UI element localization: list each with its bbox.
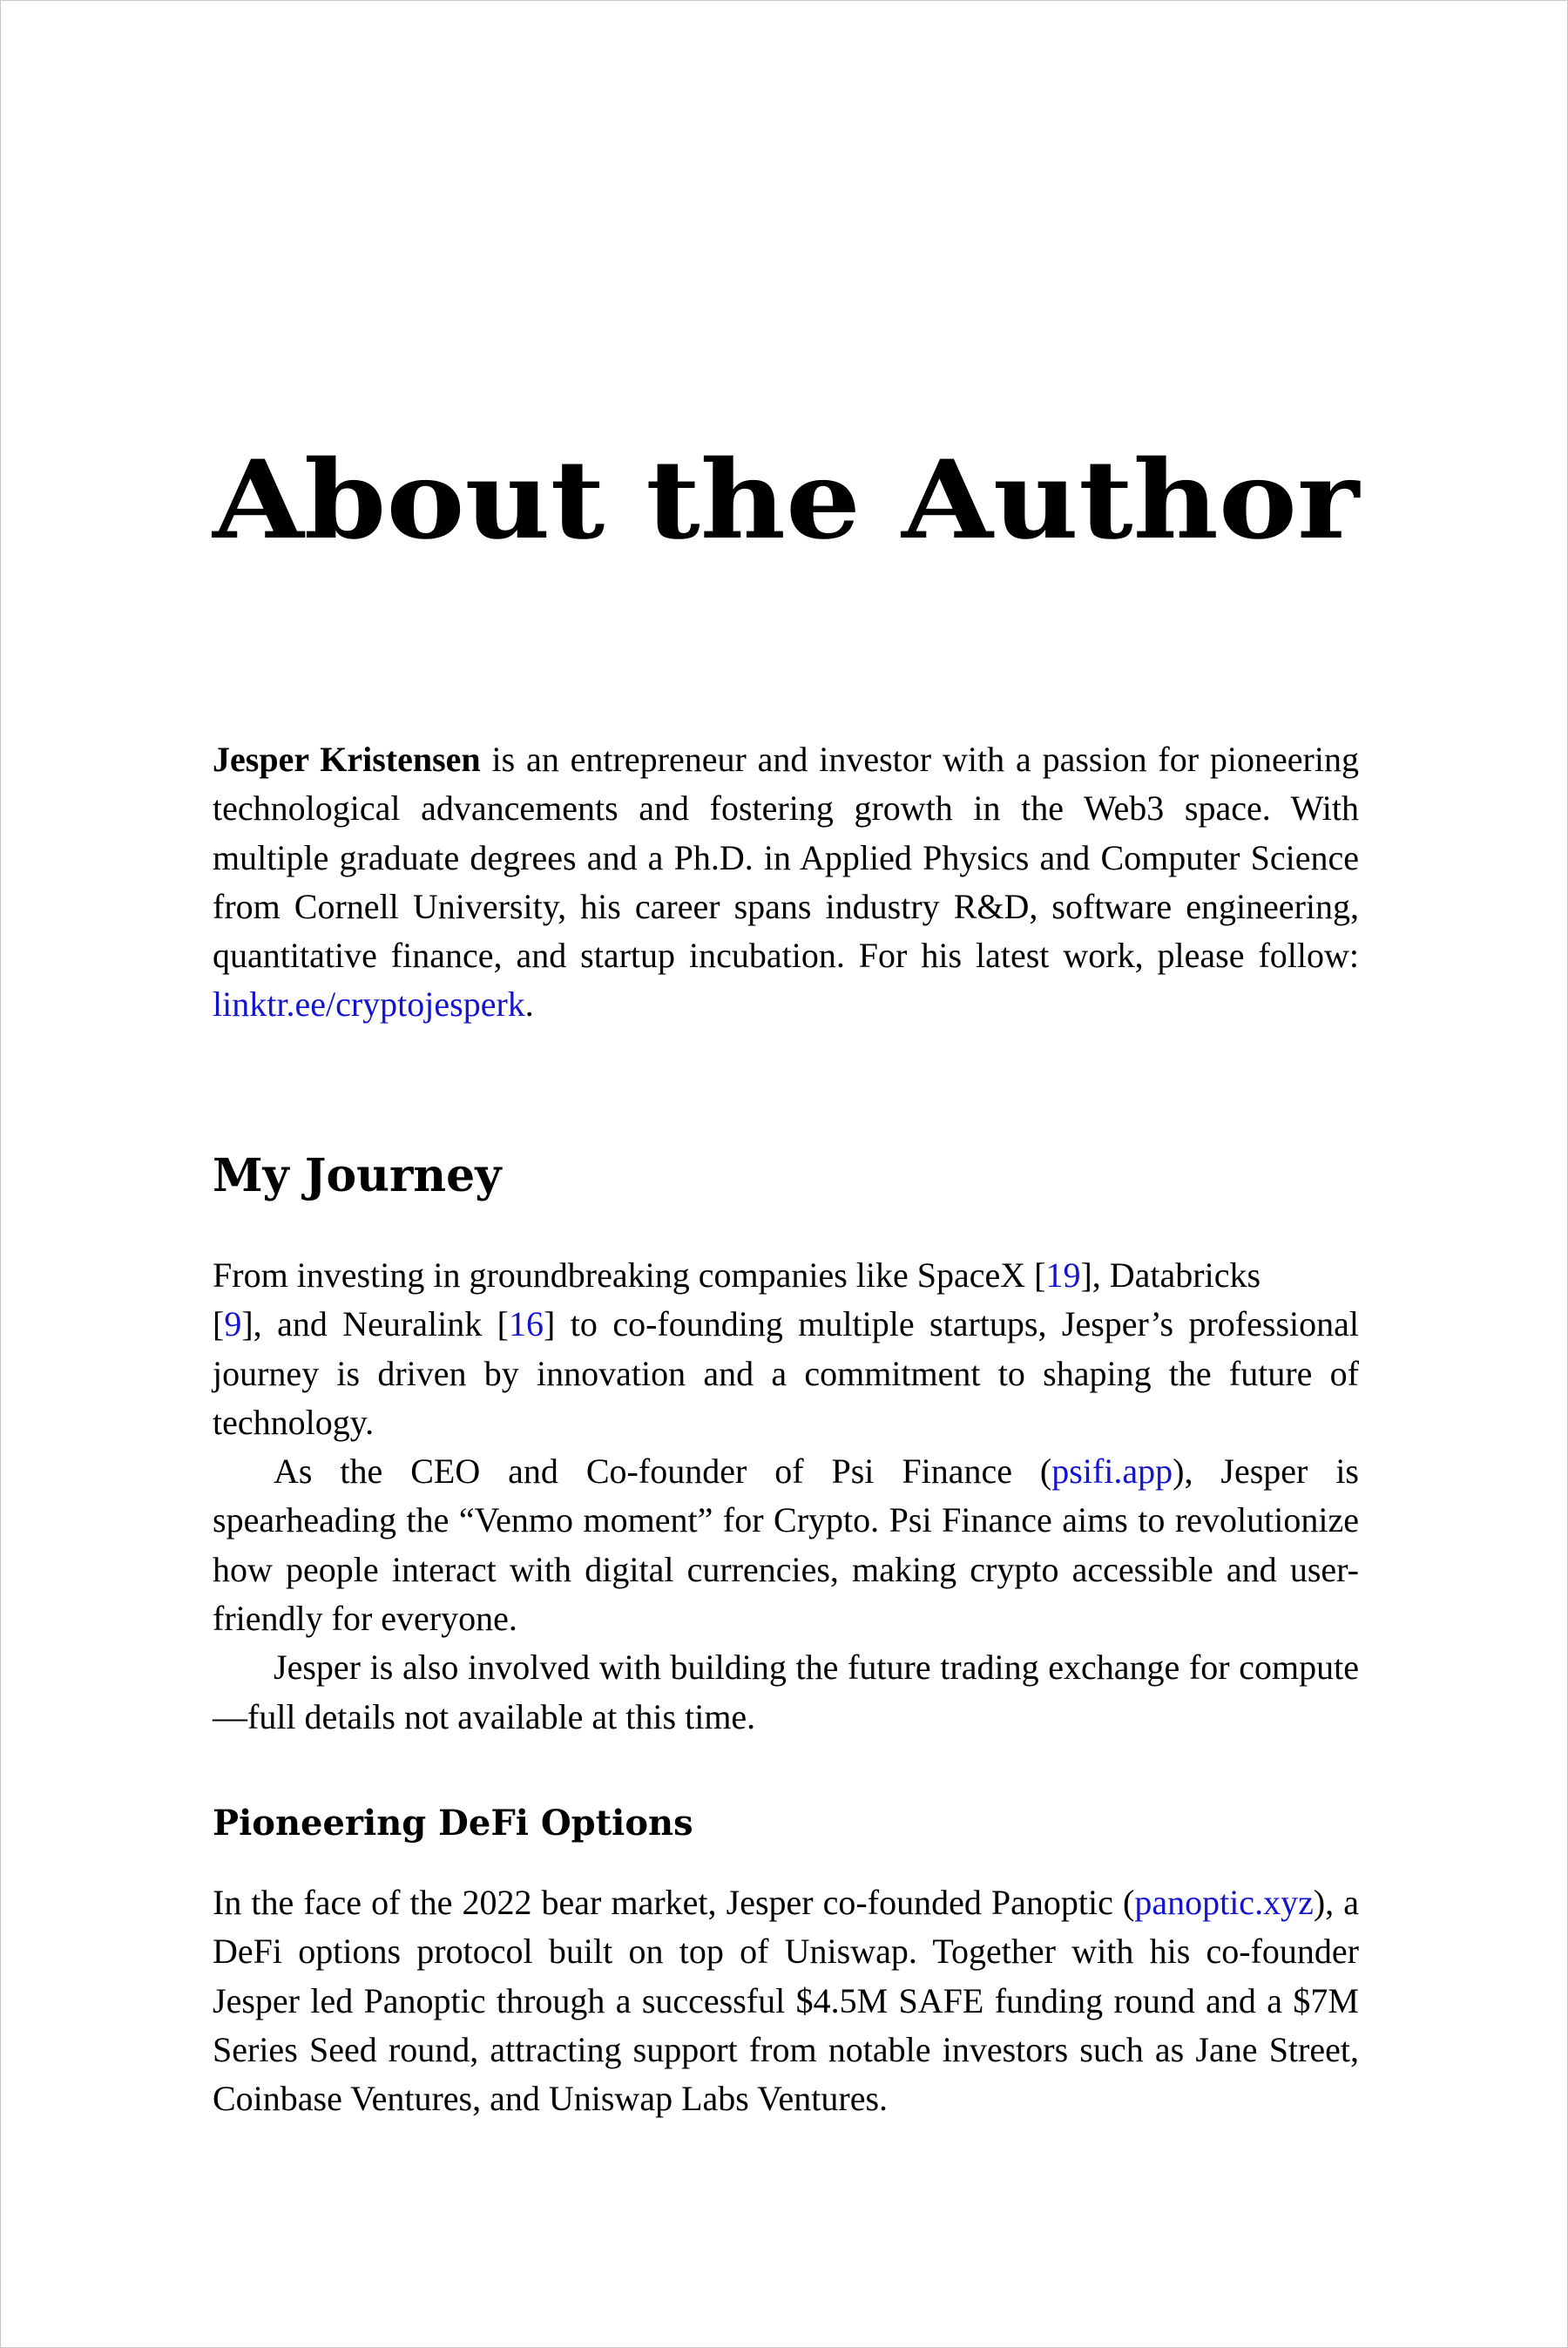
journey-line-1: [213, 1255, 1260, 1295]
defi-paragraph: [213, 1878, 1359, 2123]
panoptic-link[interactable]: panoptic.xyz: [1134, 1883, 1314, 1922]
journey-text-2a: As the CEO and Co-founder of Psi Finance (: [274, 1451, 1052, 1492]
bio-paragraph: [213, 735, 1359, 1030]
journey-section: [213, 1251, 1359, 1742]
page-title: About the Author: [213, 437, 1360, 564]
journey-paragraph-1: From investing in groundbreaking companies like SpaceX [19], Databricks [9], and Neuralink [16] to co-founding multiple startups, Jesper’s professional journey is driven by innovation and a commitment to shaping the future of technology.: [213, 1255, 1359, 1442]
defi-heading: Pioneering DeFi Options: [213, 1803, 693, 1844]
author-name: Jesper Kristensen: [213, 740, 481, 779]
linktree-link[interactable]: linktr.ee/cryptojesperk: [213, 985, 525, 1025]
journey-text-2b: ), Jesper is spearheading the “Venmo moment” for Crypto. Psi Finance aims to revolutionize how people interact with digital currencies, making crypto accessible and user-friendly for everyone.: [213, 1451, 1360, 1639]
psi-finance-link[interactable]: psifi.app: [1051, 1451, 1173, 1492]
bio-end: .: [524, 985, 534, 1025]
journey-text-1d: ] to co-founding multiple startups, Jesper’s professional journey is driven by innovation and a commitment to shaping the future of technology.: [213, 1304, 1359, 1442]
journey-paragraph-3: Jesper is also involved with building the future trading exchange for compute—full details not available at this time.: [213, 1648, 1359, 1736]
journey-text-1a: From investing in groundbreaking companies like SpaceX [: [213, 1255, 1046, 1295]
citation-neuralink[interactable]: 16: [509, 1304, 544, 1344]
bio-text: is an entrepreneur and investor with a passion for pioneering technological advancements and fostering growth in the Web3 space. With multiple graduate degrees and a Ph.D. in Applied Physics and Computer Science from Cornell University, his career spans industry R&D, software engineering, quantitative finance, and startup incubation. For his latest work, please follow:: [213, 740, 1359, 976]
defi-text-a: In the face of the 2022 bear market, Jesper co-founded Panoptic (: [213, 1883, 1135, 1922]
journey-text-1b: ], Databricks: [1080, 1255, 1261, 1295]
journey-paragraph-2: [213, 1447, 1359, 1643]
defi-text-b: ), a DeFi options protocol built on top of Uniswap. Together with his co-founder Jesper led Panoptic through a successful $4.5M SAFE funding round and a $7M Series Seed round, attracting support from notable investors such as Jane Street, Coinbase Ventures, and Uniswap Labs Ventures.: [213, 1883, 1359, 2119]
citation-spacex[interactable]: 19: [1045, 1255, 1081, 1295]
my-journey-heading: My Journey: [213, 1149, 502, 1202]
journey-text-1c: ], and Neuralink [: [241, 1304, 509, 1344]
citation-databricks[interactable]: 9: [224, 1304, 242, 1344]
